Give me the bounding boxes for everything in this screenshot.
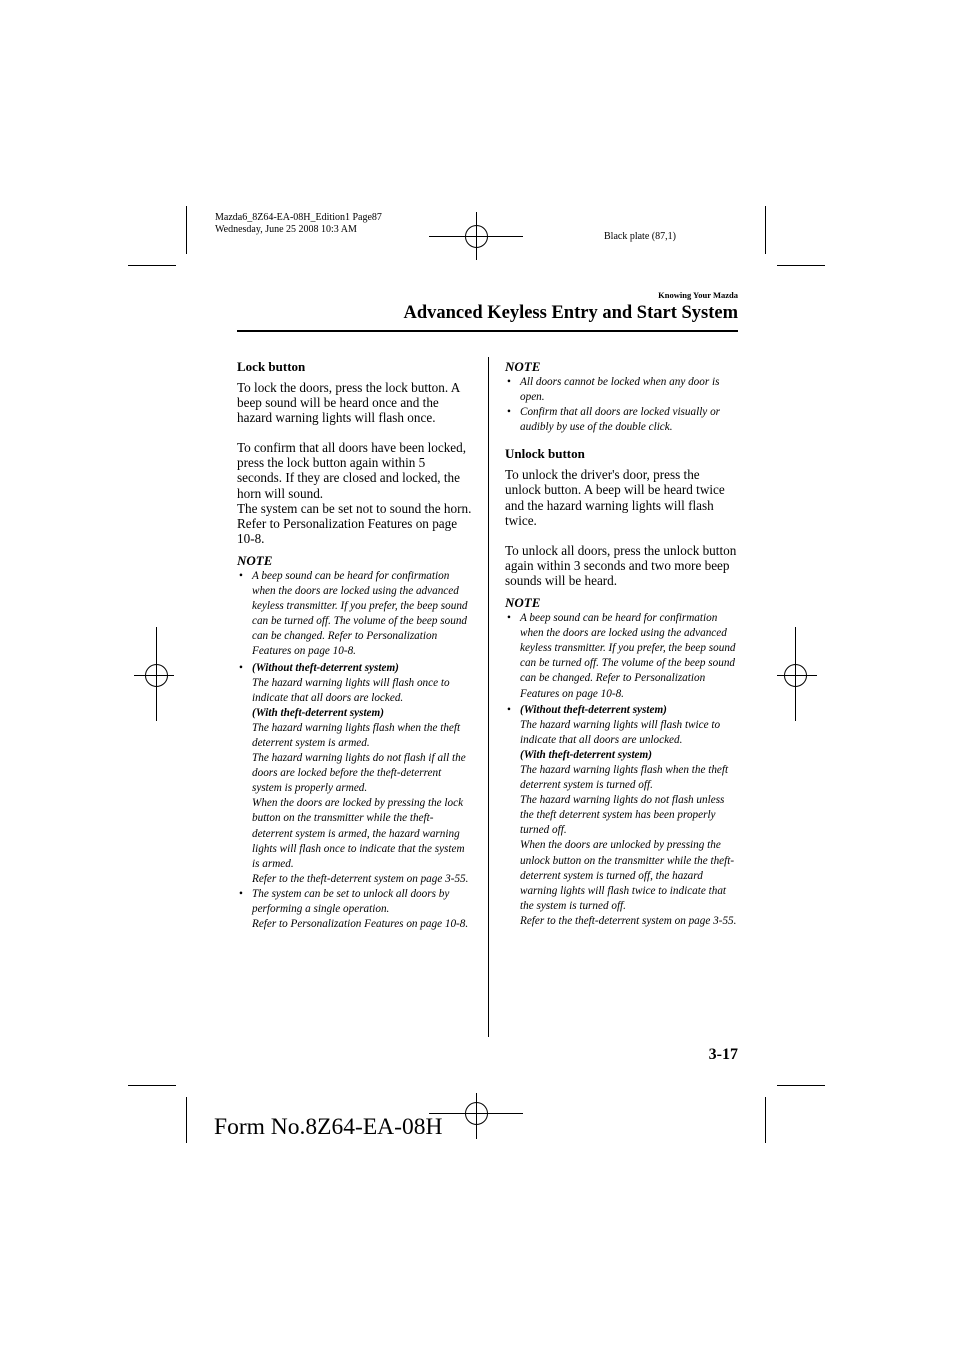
print-info — [215, 212, 382, 236]
lock-paragraph-4: Refer to Personalization Features on page 10-8. — [237, 515, 458, 546]
note-list — [505, 611, 738, 929]
note-item: • All doors cannot be locked when any door is open. — [507, 376, 720, 404]
header-rule — [237, 330, 738, 332]
unlock-button-heading: Unlock button — [505, 446, 585, 462]
lock-paragraph-2: To confirm that all doors have been locked, press the lock button again within 5 seconds. If they are closed and locked, the horn will sound. — [237, 440, 467, 501]
column-divider — [488, 357, 489, 1037]
right-column — [505, 359, 738, 929]
note-list — [237, 569, 472, 932]
print-file-line: Mazda6_8Z64-EA-08H_Edition1 Page87 — [215, 212, 382, 223]
without-theft-label: (Without theft-deterrent system) — [520, 703, 667, 716]
with-theft-label: (With theft-deterrent system) — [520, 748, 652, 761]
without-theft-label: (Without theft-deterrent system) — [252, 661, 399, 674]
unlock-paragraph-2: To unlock all doors, press the unlock button again within 3 seconds and two more beep sounds will be heard. — [505, 542, 737, 588]
form-number: Form No.8Z64-EA-08H — [214, 1114, 443, 1140]
with-theft-label: (With theft-deterrent system) — [252, 706, 384, 719]
crop-mark-top-right-h — [777, 265, 825, 266]
crop-mark-bottom-right-v — [765, 1097, 766, 1143]
crop-mark-top-right-v — [765, 206, 766, 254]
crop-mark-bottom-left-v — [186, 1097, 187, 1143]
lock-paragraph-1: To lock the doors, press the lock button. A beep sound will be heard once and the hazard warning lights will flash once. — [237, 380, 460, 426]
lock-button-heading: Lock button — [237, 359, 306, 374]
crop-mark-bottom-left-h — [128, 1085, 176, 1086]
note-label: NOTE — [505, 359, 541, 374]
page-title: Advanced Keyless Entry and Start System — [403, 303, 738, 323]
unlock-paragraph-1: To unlock the driver's door, press the unlock button. A beep will be heard twice and the hazard warning lights will flash twice. — [505, 467, 725, 528]
print-date-line: Wednesday, June 25 2008 10:3 AM — [215, 224, 357, 235]
note-item: • Confirm that all doors are locked visually or audibly by use of the double click. — [507, 406, 721, 434]
note-item: • The system can be set to unlock all doors by performing a single operation. Refer to Personalization Features on page 10-8. — [239, 887, 469, 931]
note-label: NOTE — [237, 552, 273, 568]
crop-mark-bottom-right-h — [777, 1085, 825, 1086]
page-number: 3-17 — [708, 1046, 738, 1063]
left-column — [237, 359, 472, 932]
plate-label: Black plate (87,1) — [604, 231, 676, 242]
chapter-label: Knowing Your Mazda — [658, 290, 738, 300]
note-list — [505, 375, 738, 435]
note-item: • A beep sound can be heard for confirmation when the doors are locked using the advanced keyless transmitter. If you prefer, the beep sound can be turned off. The volume of the beep sound can be changed. Refer to Personalization Features on page 10-8. — [507, 612, 736, 700]
crop-mark-top-left-h — [128, 265, 176, 266]
note-item: • (Without theft-deterrent system) The hazard warning lights will flash twice to indicate that all doors are unlocked. (With theft-deterrent system) The hazard warning lights flash when the theft deterrent system is turned off. The hazard warning lights do not flash unless the theft deterrent system has been properly turned off. When the doors are unlocked by pressing the unlock button on the transmitter while the theft-deterrent system is turned off, the hazard warning lights will flash twice to indicate that the system is turned off. Refer to the theft-deterrent system on page 3-55. — [507, 703, 737, 927]
note-label: NOTE — [505, 595, 541, 611]
crop-mark-top-left-v — [186, 206, 187, 254]
lock-paragraph-3: The system can be set not to sound the horn. — [237, 500, 472, 516]
note-item: • (Without theft-deterrent system) The hazard warning lights will flash once to indicate that all doors are locked. (With theft-deterrent system) The hazard warning lights flash when the theft deterrent system is armed. The hazard warning lights do not flash if all the doors are locked before the theft-deterrent system is properly armed. When the doors are locked by pressing the lock button on the transmitter while the theft-deterrent system is armed, the hazard warning lights will flash once to indicate that the system is armed. Refer to the theft-deterrent system on page 3-55. — [239, 661, 469, 885]
note-item: • A beep sound can be heard for confirmation when the doors are locked using the advanced keyless transmitter. If you prefer, the beep sound can be turned off. The volume of the beep sound can be changed. Refer to Personalization Features on page 10-8. — [239, 569, 468, 658]
